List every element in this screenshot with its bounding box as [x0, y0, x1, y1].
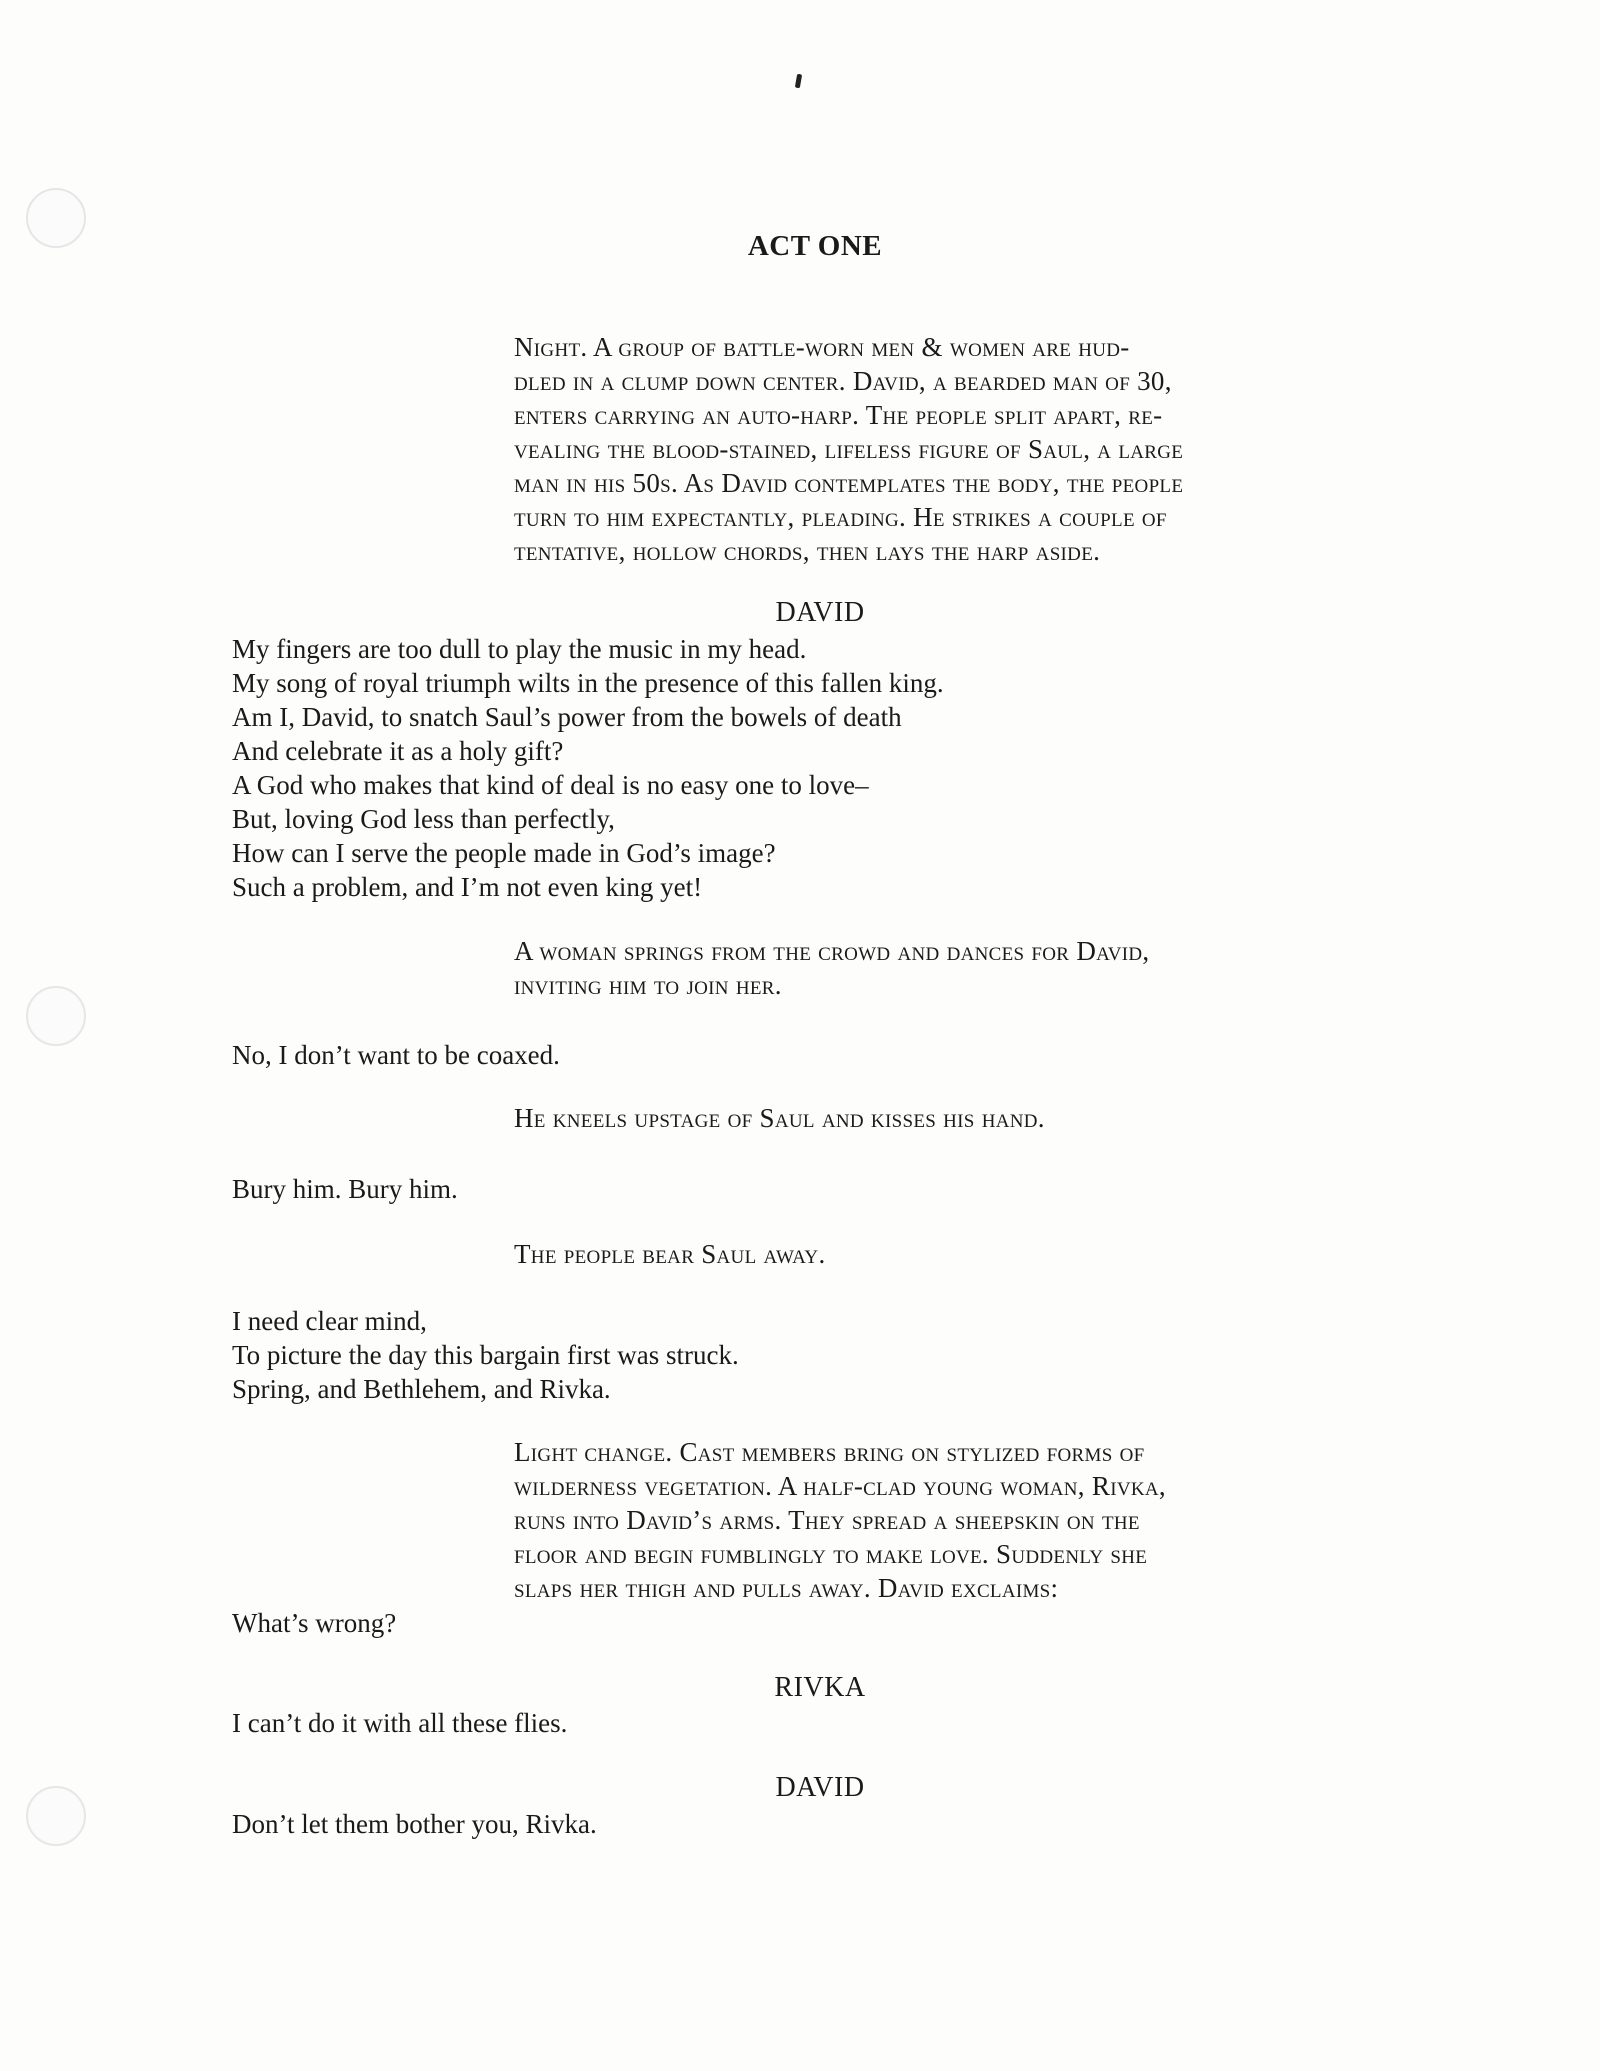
text-line: slaps her thigh and pulls away. David exclaims: — [514, 1573, 1059, 1603]
stage-direction — [514, 934, 1394, 1002]
stage-direction — [514, 1435, 1394, 1605]
text-line: No, I don’t want to be coaxed. — [232, 1040, 560, 1070]
dialogue — [232, 1172, 1332, 1206]
text-line: Light change. Cast members bring on stylized forms of — [514, 1437, 1145, 1467]
text-line: Spring, and Bethlehem, and Rivka. — [232, 1374, 611, 1404]
text-line: wilderness vegetation. A half-clad young woman, Rivka, — [514, 1471, 1166, 1501]
text-line: Such a problem, and I’m not even king yet! — [232, 872, 703, 902]
dialogue — [232, 1706, 1332, 1740]
ink-mark — [795, 74, 802, 89]
text-line: To picture the day this bargain first was struck. — [232, 1340, 739, 1370]
text-line: tentative, hollow chords, then lays the harp aside. — [514, 536, 1101, 566]
page-title: ACT ONE — [747, 230, 883, 262]
punch-hole — [26, 986, 86, 1046]
character-name: RIVKA — [774, 1672, 866, 1703]
text-line: inviting him to join her. — [514, 970, 782, 1000]
text-line: Night. A group of battle-worn men & women are hud- — [514, 332, 1130, 362]
dialogue — [232, 1606, 1332, 1640]
text-line: My fingers are too dull to play the music in my head. — [232, 634, 807, 664]
text-line: dled in a clump down center. David, a bearded man of 30, — [514, 366, 1172, 396]
character-name: DAVID — [775, 597, 865, 628]
text-line: The people bear Saul away. — [514, 1239, 826, 1269]
dialogue — [232, 1807, 1332, 1841]
text-line: A God who makes that kind of deal is no easy one to love– — [232, 770, 869, 800]
text-line: floor and begin fumblingly to make love. Suddenly she — [514, 1539, 1148, 1569]
dialogue — [232, 1038, 1332, 1072]
text-line: enters carrying an auto-harp. The people split apart, re- — [514, 400, 1163, 430]
character-name: DAVID — [775, 1772, 865, 1803]
stage-direction — [514, 330, 1394, 568]
stage-direction — [514, 1237, 1394, 1271]
text-line: But, loving God less than perfectly, — [232, 804, 615, 834]
text-line: He kneels upstage of Saul and kisses his hand. — [514, 1103, 1045, 1133]
text-line: turn to him expectantly, pleading. He strikes a couple of — [514, 502, 1167, 532]
text-line: My song of royal triumph wilts in the presence of this fallen king. — [232, 668, 944, 698]
text-line: Bury him. Bury him. — [232, 1174, 458, 1204]
text-line: How can I serve the people made in God’s image? — [232, 838, 776, 868]
stage-direction — [514, 1101, 1394, 1135]
text-line: Am I, David, to snatch Saul’s power from the bowels of death — [232, 702, 902, 732]
dialogue — [232, 1304, 1332, 1406]
text-line: I need clear mind, — [232, 1306, 427, 1336]
text-line: And celebrate it as a holy gift? — [232, 736, 564, 766]
text-line: vealing the blood-stained, lifeless figure of Saul, a large — [514, 434, 1184, 464]
text-line: runs into David’s arms. They spread a sheepskin on the — [514, 1505, 1140, 1535]
text-line: Don’t let them bother you, Rivka. — [232, 1809, 597, 1839]
dialogue — [232, 632, 1332, 904]
text-line: I can’t do it with all these flies. — [232, 1708, 568, 1738]
text-line: What’s wrong? — [232, 1608, 397, 1638]
text-line: man in his 50s. As David contemplates the body, the people — [514, 468, 1184, 498]
text-line: A woman springs from the crowd and dances for David, — [514, 936, 1150, 966]
